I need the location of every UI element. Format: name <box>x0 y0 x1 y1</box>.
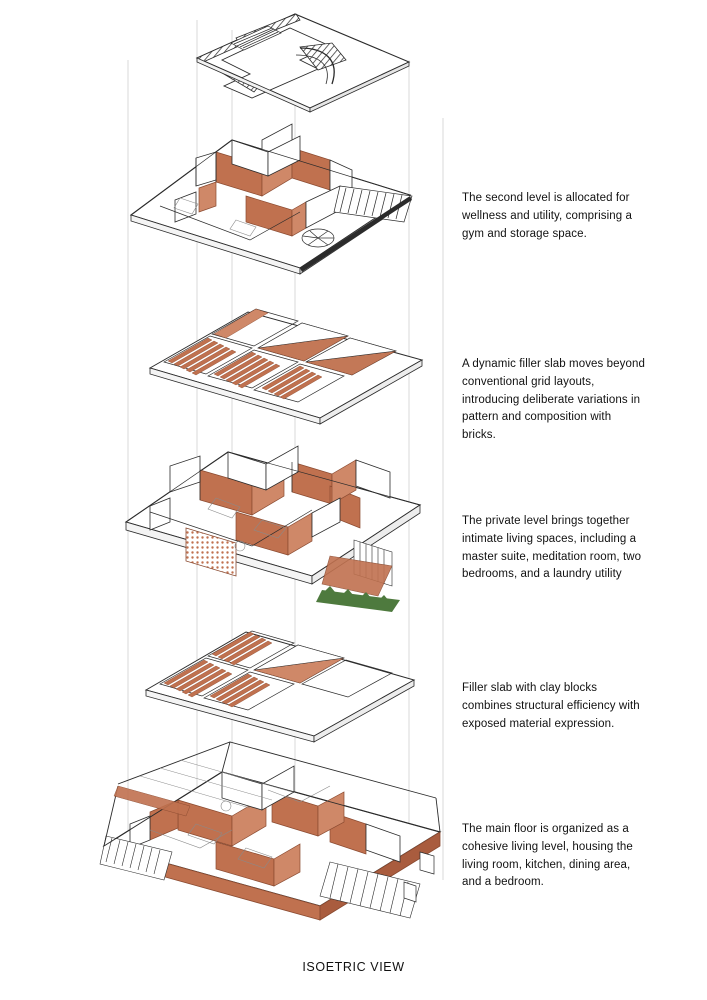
annotation-second-level: The second level is allocated for wellness and utility, comprising a gym and storage space. <box>462 192 633 240</box>
annotation-filler-slab-lower: Filler slab with clay blocks combines structural efficiency with exposed material expression. <box>462 682 640 730</box>
drawing-caption: ISOETRIC VIEW <box>302 960 405 974</box>
level-roof-terrace <box>197 14 409 112</box>
level-main-floor <box>100 742 440 920</box>
annotation-private-level: The private level brings together intimate living spaces, including a master suite, meditation room, two bedrooms, and a laundry utility <box>462 515 642 581</box>
filler-slab-lower <box>146 631 414 742</box>
annotation-main-floor: The main floor is organized as a cohesive living level, housing the living room, kitchen, dining area, and a bedroom. <box>462 823 633 889</box>
filler-slab-upper <box>150 309 422 424</box>
annotation-filler-slab-upper: A dynamic filler slab moves beyond conventional grid layouts, introducing deliberate variations in pattern and composition with bricks. <box>462 358 646 442</box>
level-private <box>126 446 420 612</box>
level-second-wellness-utility <box>131 124 412 274</box>
